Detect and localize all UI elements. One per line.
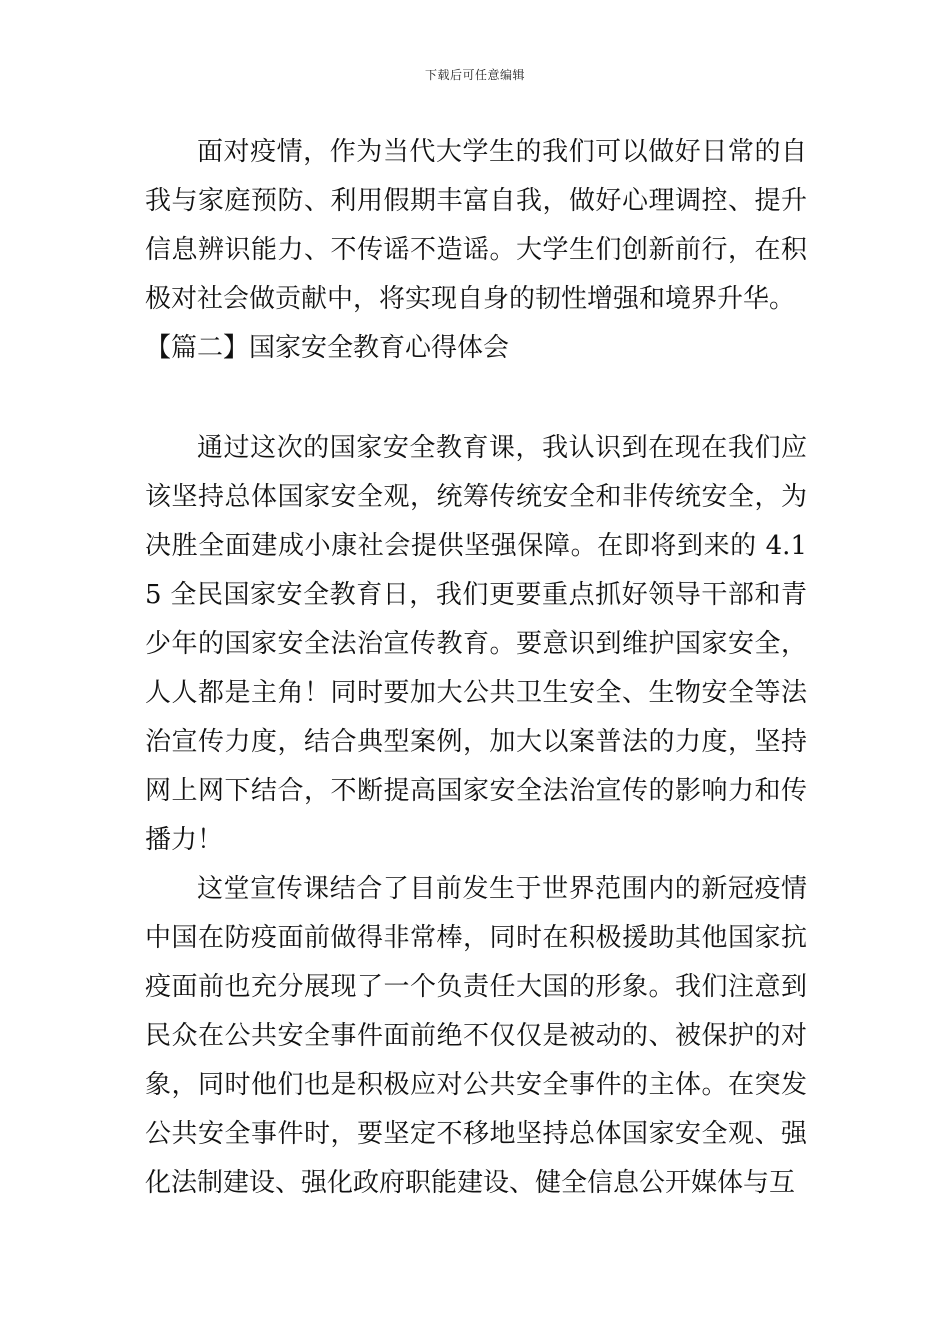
section-heading: 【篇二】国家安全教育心得体会 — [145, 333, 510, 363]
header-note: 下载后可任意编辑 — [424, 68, 525, 82]
paragraph-2: 通过这次的国家安全教育课，我认识到在现在我们应该坚持总体国家安全观，统筹传统安全和非传统安全，为决胜全面建成小康社会提供坚强保障。在即将到来的 4.15 全民国家安全教育日，我们更要重点抓好领导干部和青少年的国家安全法治宣传教育。要意识到维护国家安全，人人都是主角！同时要加大公共卫生安全、生物安全等法治宣传力度，结合典型案例，加大以案普法的力度，坚持网上网下结合，不断提高国家安全法治宣传的影响力和传播力！ — [145, 433, 807, 855]
document-body-main — [145, 424, 807, 1208]
paragraph-3: 这堂宣传课结合了目前发生于世界范围内的新冠疫情中国在防疫面前做得非常棒，同时在积极援助其他国家抗疫面前也充分展现了一个负责任大国的形象。我们注意到民众在公共安全事件面前绝不仅仅是被动的、被保护的对象，同时他们也是积极应对公共安全事件的主体。在突发公共安全事件时，要坚定不移地坚持总体国家安全观、强化法制建设、强化政府职能建设、健全信息公开媒体与互 — [145, 874, 807, 1198]
document-body-top — [145, 128, 807, 373]
paragraph-1: 面对疫情，作为当代大学生的我们可以做好日常的自我与家庭预防、利用假期丰富自我，做好心理调控、提升信息辨识能力、不传谣不造谣。大学生们创新前行，在积极对社会做贡献中，将实现自身的韧性增强和境界升华。 — [145, 137, 807, 314]
